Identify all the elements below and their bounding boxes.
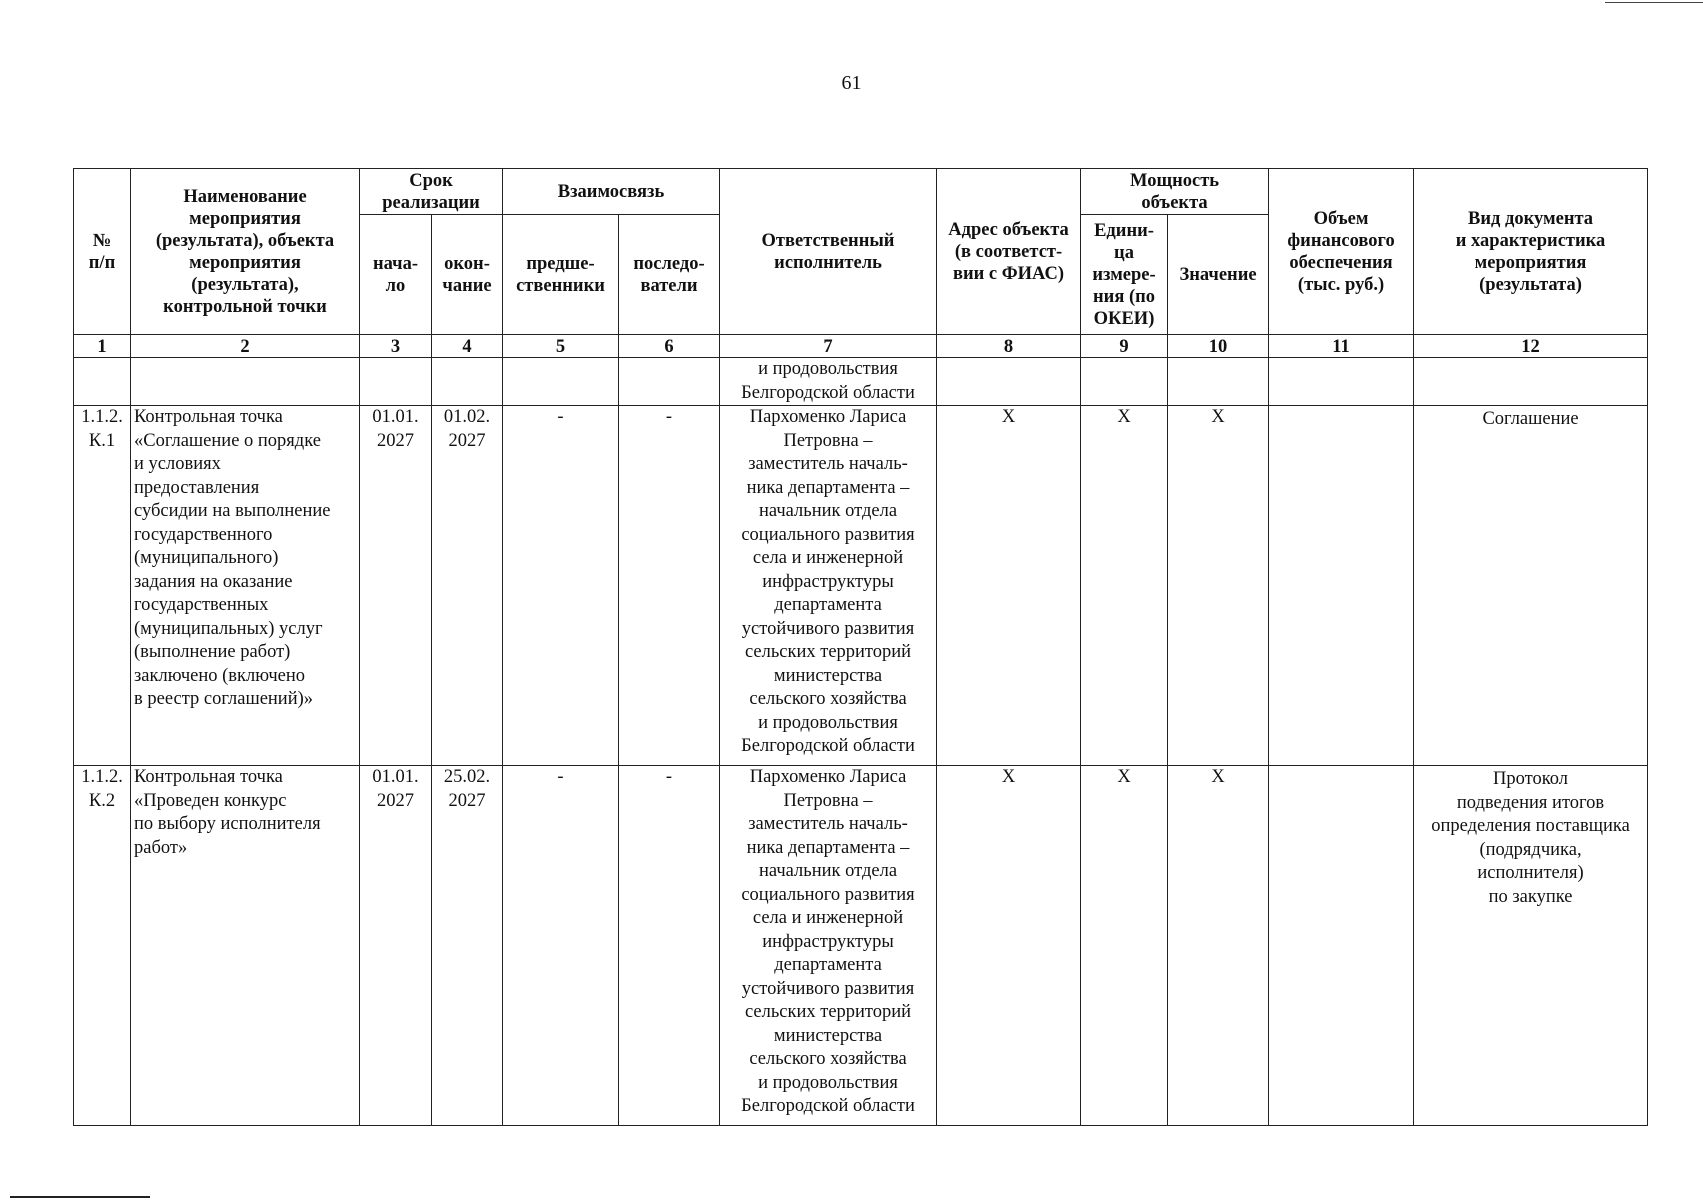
column-number: 1 [74, 335, 131, 358]
header-start: нача- ло [360, 215, 432, 335]
row-start: 01.01. 2027 [360, 766, 432, 1126]
top-edge-line [1605, 2, 1703, 3]
row-address [937, 358, 1081, 406]
column-number: 9 [1081, 335, 1168, 358]
row-predecessors: - [503, 766, 619, 1126]
row-responsible: и продовольствия Белгородской области [720, 358, 937, 406]
header-address: Адрес объекта (в соответст- вии с ФИАС) [937, 169, 1081, 335]
row-responsible: Пархоменко Лариса Петровна – заместитель началь- ника департамента – начальник отдела социального развития села и инженерной инфраструктуры департамента устойчивого развития сельских территорий министерства сельского хозяйства и продовольствия Белгородской области [720, 766, 937, 1126]
column-number: 6 [619, 335, 720, 358]
column-number: 2 [131, 335, 360, 358]
row-successors: - [619, 406, 720, 766]
column-number: 7 [720, 335, 937, 358]
row-address: Х [937, 406, 1081, 766]
header-capacity: Мощность объекта [1081, 169, 1269, 215]
row-name: Контрольная точка «Соглашение о порядке и условиях предоставления субсидии на выполнение государственного (муниципального) задания на оказание государственных (муниципальных) услуг (выполнение работ) заключено (включено в реестр соглашений)» [131, 406, 360, 766]
row-name: Контрольная точка «Проведен конкурс по выбору исполнителя работ» [131, 766, 360, 1126]
column-numbers-row [74, 335, 1648, 358]
header-num: № п/п [74, 169, 131, 335]
table-row [74, 406, 1648, 766]
row-unit: Х [1081, 766, 1168, 1126]
header-predecessors: предше- ственники [503, 215, 619, 335]
row-predecessors: - [503, 406, 619, 766]
row-successors [619, 358, 720, 406]
row-num: 1.1.2. К.1 [74, 406, 131, 766]
page-number: 61 [841, 72, 862, 94]
row-start: 01.01. 2027 [360, 406, 432, 766]
row-document: Протокол подведения итогов определения поставщика (подрядчика, исполнителя) по закупке [1414, 766, 1648, 1126]
header-responsible: Ответственный исполнитель [720, 169, 937, 335]
column-number: 10 [1168, 335, 1269, 358]
row-start [360, 358, 432, 406]
row-finance [1269, 766, 1414, 1126]
row-successors: - [619, 766, 720, 1126]
row-finance [1269, 358, 1414, 406]
row-value: Х [1168, 406, 1269, 766]
column-number: 8 [937, 335, 1081, 358]
row-unit: Х [1081, 406, 1168, 766]
header-value: Значение [1168, 215, 1269, 335]
row-value [1168, 358, 1269, 406]
row-end [432, 358, 503, 406]
row-name [131, 358, 360, 406]
column-number: 12 [1414, 335, 1648, 358]
column-number: 4 [432, 335, 503, 358]
row-num [74, 358, 131, 406]
events-table [73, 168, 1648, 1126]
row-end: 01.02. 2027 [432, 406, 503, 766]
table-row-continuation [74, 358, 1648, 406]
column-number: 3 [360, 335, 432, 358]
row-address: Х [937, 766, 1081, 1126]
bottom-edge-mark [10, 1196, 150, 1198]
row-predecessors [503, 358, 619, 406]
header-finance: Объем финансового обеспечения (тыс. руб.) [1269, 169, 1414, 335]
header-term: Срок реализации [360, 169, 503, 215]
column-number: 5 [503, 335, 619, 358]
row-value: Х [1168, 766, 1269, 1126]
header-end: окон- чание [432, 215, 503, 335]
header-unit: Едини- ца измере- ния (по ОКЕИ) [1081, 215, 1168, 335]
column-number: 11 [1269, 335, 1414, 358]
row-finance [1269, 406, 1414, 766]
header-successors: последо- ватели [619, 215, 720, 335]
row-unit [1081, 358, 1168, 406]
row-document [1414, 358, 1648, 406]
table-header [74, 169, 1648, 358]
row-document: Соглашение [1414, 406, 1648, 766]
table-row [74, 766, 1648, 1126]
row-num: 1.1.2. К.2 [74, 766, 131, 1126]
header-document: Вид документа и характеристика мероприятия (результата) [1414, 169, 1648, 335]
row-responsible: Пархоменко Лариса Петровна – заместитель началь- ника департамента – начальник отдела социального развития села и инженерной инфраструктуры департамента устойчивого развития сельских территорий министерства сельского хозяйства и продовольствия Белгородской области [720, 406, 937, 766]
header-name: Наименование мероприятия (результата), объекта мероприятия (результата), контрольной точки [131, 169, 360, 335]
row-end: 25.02. 2027 [432, 766, 503, 1126]
header-relation: Взаимосвязь [503, 169, 720, 215]
